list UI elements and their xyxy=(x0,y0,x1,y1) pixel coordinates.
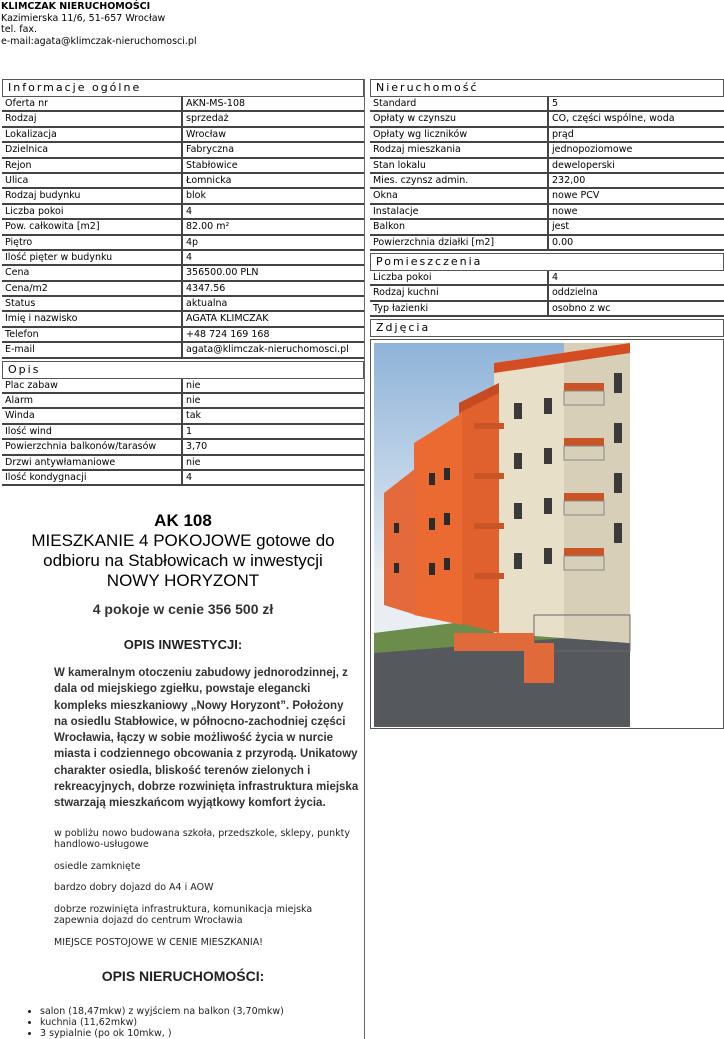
field-value: tak xyxy=(183,409,364,424)
field-value: 4347.56 xyxy=(183,282,364,297)
table-row xyxy=(2,220,364,235)
table-row xyxy=(370,205,724,220)
field-label: Ilość pięter w budynku xyxy=(2,251,183,266)
field-value: deweloperski xyxy=(549,159,724,174)
table-row xyxy=(370,128,724,143)
property-features-list xyxy=(40,1006,364,1039)
field-label: Imię i nazwisko xyxy=(2,312,183,327)
building-photo-illustration xyxy=(374,343,630,727)
field-label: Telefon xyxy=(2,328,183,343)
para-5: MIEJSCE POSTOJOWE W CENIE MIESZKANIA! xyxy=(54,936,263,948)
left-column xyxy=(2,79,364,486)
field-value: 0.00 xyxy=(549,236,724,251)
field-value: AKN-MS-108 xyxy=(183,97,364,112)
field-label: Alarm xyxy=(2,394,183,409)
field-label: Rodzaj mieszkania xyxy=(370,143,549,158)
table-row xyxy=(2,343,364,358)
table-row xyxy=(2,456,364,471)
table-row xyxy=(370,189,724,204)
field-value: blok xyxy=(183,189,364,204)
table-row xyxy=(2,440,364,455)
agency-name: KLIMCZAK NIERUCHOMOŚCI xyxy=(1,1,151,12)
field-label: Ilość wind xyxy=(2,425,183,440)
field-value: 4 xyxy=(549,271,724,286)
field-label: Opłaty wg liczników xyxy=(370,128,549,143)
table-row xyxy=(370,97,724,112)
table-row xyxy=(2,282,364,297)
field-value: oddzielna xyxy=(549,286,724,301)
general-info-heading: Informacje ogólne xyxy=(2,79,364,97)
agency-phone: tel. fax. xyxy=(1,24,38,35)
field-label: Powierzchnia balkonów/tarasów xyxy=(2,440,183,455)
table-row xyxy=(2,297,364,312)
field-value: Wrocław xyxy=(183,128,364,143)
field-label: Piętro xyxy=(2,236,183,251)
rooms-table xyxy=(370,271,724,317)
field-value: CO, części wspólne, woda xyxy=(549,112,724,127)
table-row xyxy=(2,409,364,424)
table-row xyxy=(370,302,724,317)
field-label: Liczba pokoi xyxy=(370,271,549,286)
field-label: Rodzaj budynku xyxy=(2,189,183,204)
field-label: Ulica xyxy=(2,174,183,189)
field-label: Liczba pokoi xyxy=(2,205,183,220)
field-label: Plac zabaw xyxy=(2,379,183,394)
table-row xyxy=(2,97,364,112)
field-label: Powierzchnia działki [m2] xyxy=(370,236,549,251)
field-value: 4 xyxy=(183,251,364,266)
description xyxy=(2,511,364,1039)
field-value: AGATA KLIMCZAK xyxy=(183,312,364,327)
table-row xyxy=(2,189,364,204)
list-item: • salon (18,47mkw) z wyjściem na balkon (3,70mkw) xyxy=(40,1006,364,1017)
field-label: Opłaty w czynszu xyxy=(370,112,549,127)
field-value: agata@klimczak-nieruchomosci.pl xyxy=(183,343,364,358)
field-label: Rodzaj kuchni xyxy=(370,286,549,301)
photo-frame xyxy=(370,339,724,729)
field-label: Mies. czynsz admin. xyxy=(370,174,549,189)
field-label: Rodzaj xyxy=(2,112,183,127)
field-label: Oferta nr xyxy=(2,97,183,112)
agency-email: e-mail:agata@klimczak-nieruchomosci.pl xyxy=(1,35,197,47)
field-value: 4 xyxy=(183,205,364,220)
field-label: Status xyxy=(2,297,183,312)
agency-header xyxy=(1,1,197,47)
table-row xyxy=(2,174,364,189)
property-table xyxy=(370,97,724,251)
field-label: Drzwi antywłamaniowe xyxy=(2,456,183,471)
field-value: 232,00 xyxy=(549,174,724,189)
offer-subtitle-1: MIESZKANIE 4 POKOJOWE gotowe do xyxy=(31,531,335,550)
field-label: Pow. całkowita [m2] xyxy=(2,220,183,235)
field-value: osobno z wc xyxy=(549,302,724,317)
para-2: osiedle zamknięte xyxy=(54,860,141,872)
building-photo[interactable] xyxy=(374,343,630,727)
field-value: aktualna xyxy=(183,297,364,312)
field-value: Stabłowice xyxy=(183,159,364,174)
field-label: Typ łazienki xyxy=(370,302,549,317)
investment-heading: OPIS INWESTYCJI: xyxy=(123,637,243,652)
investment-intro: W kameralnym otoczeniu zabudowy jednorodzinnej, z dala od miejskiego zgiełku, powstaje elegancki kompleks mieszkaniowy „Nowy Horyzont”. Położony na osiedlu Stabłowice, w północno-zachodniej części Wrocławia, łączy w sobie możliwość życia w nurcie miasta i codziennego obcowania z przyrodą. Unikatowy charakter osiedla, bliskość terenów zielonych i rekreacyjnych, dobrze rozwinięta infrastruktura miejska stwarzają mieszkańcom wyjątkowy komfort życia. xyxy=(54,667,359,810)
table-row xyxy=(2,128,364,143)
field-value: +48 724 169 168 xyxy=(183,328,364,343)
field-value: 4 xyxy=(183,471,364,486)
field-value: jednopoziomowe xyxy=(549,143,724,158)
table-row xyxy=(2,112,364,127)
table-row xyxy=(2,328,364,343)
list-item: • kuchnia (11,62mkw) xyxy=(40,1017,364,1028)
field-value: jest xyxy=(549,220,724,235)
field-value: prąd xyxy=(549,128,724,143)
field-value: 5 xyxy=(549,97,724,112)
field-label: Rejon xyxy=(2,159,183,174)
table-row xyxy=(2,236,364,251)
property-description-heading: OPIS NIERUCHOMOŚCI: xyxy=(101,968,265,985)
table-row xyxy=(370,143,724,158)
para-3: bardzo dobry dojazd do A4 i AOW xyxy=(54,882,214,894)
field-label: E-mail xyxy=(2,343,183,358)
property-heading: Nieruchomość xyxy=(370,79,724,97)
field-label: Instalacje xyxy=(370,205,549,220)
field-label: Stan lokalu xyxy=(370,159,549,174)
para-1: w pobliżu nowo budowana szkoła, przedszkole, sklepy, punkty handlowo-usługowe xyxy=(54,827,351,851)
field-label: Cena/m2 xyxy=(2,282,183,297)
table-row xyxy=(370,112,724,127)
field-value: nie xyxy=(183,456,364,471)
general-info-table xyxy=(2,97,364,359)
table-row xyxy=(2,312,364,327)
table-row xyxy=(2,266,364,281)
table-row xyxy=(2,471,364,486)
right-column xyxy=(370,79,724,729)
para-4: dobrze rozwinięta infrastruktura, komunikacja miejska zapewnia dojazd do centrum Wrocławia xyxy=(54,903,313,927)
table-row xyxy=(2,379,364,394)
table-row xyxy=(2,205,364,220)
photos-heading: Zdjęcia xyxy=(370,319,724,337)
field-value: 3,70 xyxy=(183,440,364,455)
field-value: 82.00 m² xyxy=(183,220,364,235)
rooms-heading: Pomieszczenia xyxy=(370,253,724,271)
opis-heading: Opis xyxy=(2,361,364,379)
table-row xyxy=(2,425,364,440)
table-row xyxy=(2,159,364,174)
field-value: nowe PCV xyxy=(549,189,724,204)
field-label: Winda xyxy=(2,409,183,424)
field-label: Balkon xyxy=(370,220,549,235)
table-row xyxy=(370,159,724,174)
table-row xyxy=(2,394,364,409)
table-row xyxy=(370,236,724,251)
table-row xyxy=(2,251,364,266)
price-line: 4 pokoje w cenie 356 500 zł xyxy=(92,601,274,617)
table-row xyxy=(370,286,724,301)
offer-subtitle-3: NOWY HORYZONT xyxy=(106,571,260,590)
field-label: Okna xyxy=(370,189,549,204)
offer-title: AK 108 xyxy=(154,511,212,530)
table-row xyxy=(2,143,364,158)
table-row xyxy=(370,220,724,235)
table-row xyxy=(370,174,724,189)
field-value: Fabryczna xyxy=(183,143,364,158)
field-label: Standard xyxy=(370,97,549,112)
opis-table xyxy=(2,379,364,487)
list-item: • 3 sypialnie (po ok 10mkw, ) xyxy=(40,1028,364,1039)
field-label: Dzielnica xyxy=(2,143,183,158)
field-label: Cena xyxy=(2,266,183,281)
field-value: Łomnicka xyxy=(183,174,364,189)
offer-subtitle-2: odbioru na Stabłowicach w inwestycji xyxy=(43,551,323,570)
field-value: 1 xyxy=(183,425,364,440)
table-row xyxy=(370,271,724,286)
field-value: sprzedaż xyxy=(183,112,364,127)
field-label: Lokalizacja xyxy=(2,128,183,143)
field-value: nie xyxy=(183,379,364,394)
field-label: Ilość kondygnacji xyxy=(2,471,183,486)
field-value: nie xyxy=(183,394,364,409)
field-value: nowe xyxy=(549,205,724,220)
field-value: 356500.00 PLN xyxy=(183,266,364,281)
agency-address: Kazimierska 11/6, 51-657 Wrocław xyxy=(1,12,166,24)
field-value: 4p xyxy=(183,236,364,251)
